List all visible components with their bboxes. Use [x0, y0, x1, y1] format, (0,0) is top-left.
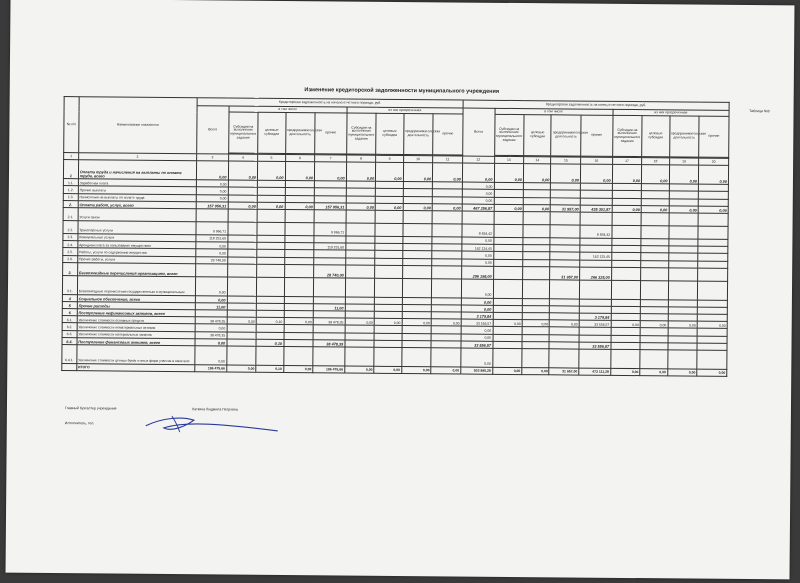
amount-cell	[551, 212, 581, 225]
amount-cell	[523, 225, 551, 238]
amount-cell: 0,00	[522, 368, 549, 375]
header-other: прочие	[315, 113, 347, 154]
row-number	[62, 364, 77, 371]
amount-cell: 0,00	[196, 242, 228, 249]
header-begin-group: Кредиторская задолженность на начало отчетного периода, руб.	[197, 98, 463, 108]
amount-cell: 0,00	[402, 319, 432, 326]
amount-cell	[403, 223, 433, 236]
amount-cell	[345, 347, 375, 366]
amount-cell: 0,00	[610, 368, 640, 375]
amount-cell	[523, 212, 551, 225]
amount-cell	[579, 349, 611, 368]
amount-cell: 0,00	[195, 295, 227, 302]
amount-cell	[345, 278, 375, 297]
amount-cell	[641, 267, 669, 280]
amount-cell	[375, 265, 403, 278]
header-business: предпринимательская деятельность	[669, 116, 699, 157]
amount-cell: 0,00	[462, 197, 494, 204]
amount-cell: 162 124,45	[462, 244, 494, 251]
amount-cell: 0,00	[669, 206, 699, 213]
amount-cell: 503 995,28	[461, 367, 493, 374]
amount-cell: 38 478,35	[313, 340, 345, 347]
column-number: 14	[524, 157, 551, 164]
amount-cell	[669, 213, 699, 226]
amount-cell	[403, 210, 433, 223]
amount-cell	[375, 278, 403, 297]
amount-cell: 0,10	[256, 365, 283, 372]
executor-label: Исполнитель, тел.	[64, 421, 95, 426]
amount-cell: 0,00	[403, 203, 433, 210]
row-indicator-name: Увеличение стоимости материальных запасов	[77, 330, 195, 338]
amount-cell	[432, 224, 462, 237]
amount-cell: 0,00	[284, 318, 314, 325]
amount-cell: 31 957,00	[549, 368, 579, 375]
amount-cell	[493, 266, 523, 279]
header-subsidy: Субсидии на выполнение муниципального задания	[612, 115, 642, 156]
amount-cell: 33 556,57	[579, 320, 611, 327]
row-number: 2.6.	[63, 255, 78, 262]
amount-cell	[345, 265, 375, 278]
amount-cell: 33 556,57	[461, 319, 493, 326]
amount-cell: 0,00	[641, 205, 668, 212]
header-subsidy: Субсидии на выполнение муниципального задания	[228, 112, 258, 153]
row-indicator-name: Коммунальные услуги	[78, 234, 196, 242]
row-indicator-name: Прочие работы, услуги	[77, 255, 195, 263]
row-number: 2.5.	[63, 248, 78, 255]
amount-cell: 196 475,66	[313, 366, 345, 373]
amount-cell: 33 556,57	[579, 342, 611, 349]
amount-cell: 196 475,66	[195, 365, 227, 372]
header-target: целевые субсидии	[524, 115, 552, 156]
amount-cell	[227, 277, 257, 296]
amount-cell	[313, 347, 345, 366]
amount-cell: 29 740,00	[196, 256, 228, 263]
header-begin-in-total: в том числе	[229, 106, 347, 113]
amount-cell: 0,00	[345, 318, 375, 325]
amount-cell: 472 111,28	[579, 368, 611, 375]
column-number: 16	[581, 157, 613, 164]
amount-cell	[641, 226, 669, 239]
amount-cell: 28 740,00	[314, 264, 346, 277]
row-indicator-name: Поступление финансовых активов, всего	[77, 337, 195, 345]
amount-cell: 31 957,00	[551, 205, 581, 212]
row-number: 2.3.	[63, 233, 78, 240]
amount-cell	[283, 346, 313, 365]
amount-cell	[612, 212, 642, 225]
amount-cell: 0,00	[461, 305, 493, 312]
header-end-in-total: в том числе	[495, 108, 613, 115]
amount-cell	[698, 281, 728, 300]
amount-cell: 0,00	[196, 180, 228, 187]
amount-cell	[313, 277, 345, 296]
amount-cell: 0,00	[227, 317, 257, 324]
row-indicator-name: Арендная плата за пользование имуществом	[78, 241, 196, 249]
amount-cell: 0,00	[432, 204, 462, 211]
amount-cell	[257, 222, 285, 235]
column-number: 8	[346, 155, 376, 162]
amount-cell: 0,00	[642, 165, 670, 184]
amount-cell: 0,00	[523, 204, 550, 211]
amount-cell: 0,00	[551, 164, 581, 183]
amount-cell	[432, 265, 462, 278]
header-indicator: Наименование показателя	[78, 97, 197, 154]
row-indicator-name: Поступление нефинансовых активов, всего	[77, 309, 195, 317]
amount-cell: 118 251,60	[196, 235, 228, 242]
row-number: 2.4.	[63, 241, 78, 248]
column-number: 3	[197, 154, 229, 161]
row-indicator-name: Социальное обеспечение, всего	[77, 294, 195, 302]
amount-cell: 0,00	[461, 279, 493, 298]
chief-accountant-label: Главный бухгалтер учреждения	[64, 406, 117, 411]
amount-cell: 0,00	[376, 162, 404, 181]
row-number: 5	[62, 301, 77, 308]
amount-cell: 0,00	[401, 367, 431, 374]
header-end-overdue: из них просроченная	[613, 109, 729, 116]
amount-cell: 0,00	[257, 202, 284, 209]
amount-cell: 0,00	[315, 162, 347, 181]
amount-cell	[402, 265, 432, 278]
table-number: Таблица №8	[749, 109, 770, 114]
amount-cell	[612, 225, 642, 238]
amount-cell	[669, 226, 699, 239]
row-number: 6	[62, 309, 77, 316]
amount-cell: 0,00	[195, 324, 227, 331]
amount-cell: 0,00	[698, 206, 728, 213]
amount-cell: 0,00	[493, 320, 523, 327]
amount-cell: 0,00	[522, 320, 549, 327]
amount-cell	[668, 268, 698, 281]
column-number: 2	[78, 153, 196, 161]
header-other: прочие	[581, 115, 613, 156]
document-sheet	[6, 0, 795, 579]
column-number: 6	[285, 154, 315, 161]
amount-cell	[257, 277, 285, 296]
row-indicator-name: Увеличение стоимости основных средств	[77, 316, 195, 324]
amount-cell	[522, 279, 550, 298]
amount-cell	[493, 224, 523, 237]
amount-cell: 0,10	[256, 317, 283, 324]
header-subsidy: Субсидии на выполнение муниципального задания	[494, 114, 524, 155]
amount-cell: 0,00	[640, 369, 667, 376]
amount-cell: 0,00	[403, 163, 433, 182]
header-subsidy: Субсидии на выполнение муниципального задания	[346, 113, 376, 154]
amount-cell	[431, 348, 461, 367]
amount-cell: 0,00	[697, 369, 727, 376]
amount-cell	[550, 279, 580, 298]
row-number: 2.1.	[63, 207, 78, 220]
amount-cell	[375, 223, 403, 236]
amount-cell: 0,00	[195, 276, 227, 295]
amount-cell: 0,00	[462, 189, 494, 196]
amount-cell: 0,00	[494, 204, 524, 211]
row-number: 1.2.	[63, 186, 78, 193]
amount-cell	[284, 264, 314, 277]
amount-cell: 0,00	[611, 321, 641, 328]
amount-cell: 0,00	[550, 320, 580, 327]
row-indicator-name: Транспортные услуги	[78, 221, 196, 235]
header-end-total: Всего	[463, 108, 495, 156]
amount-cell: 119 251,60	[314, 243, 346, 250]
row-number: 2.	[63, 200, 78, 207]
amount-cell: 0,00	[285, 162, 315, 181]
amount-cell: 0,00	[494, 164, 524, 183]
amount-cell: 0,00	[374, 366, 401, 373]
amount-cell	[697, 350, 727, 369]
amount-cell	[432, 211, 462, 224]
amount-cell	[228, 209, 258, 222]
column-number: 18	[642, 158, 669, 165]
amount-cell: 0,00	[196, 249, 228, 256]
row-indicator-name: Безвозмездные перечисления государственным и муниципальным	[77, 275, 195, 295]
amount-cell: 0,00	[283, 365, 313, 372]
amount-cell	[611, 280, 641, 299]
amount-cell	[492, 348, 522, 367]
chief-accountant-name: Латкина Людмила Петровна	[191, 407, 238, 412]
header-row-no: № п/п	[64, 97, 79, 153]
amount-cell: 0,00	[344, 366, 374, 373]
amount-cell: 8 834,42	[580, 225, 612, 238]
amount-cell	[196, 209, 228, 222]
row-number: 2.2.	[63, 220, 78, 233]
row-indicator-name: Увеличение стоимости ценных бумаг и иных форм участия в капитале	[77, 345, 195, 365]
amount-cell: 296 198,00	[461, 266, 493, 279]
amount-cell: 0,00	[433, 163, 463, 182]
row-indicator-name: Работы, услуги по содержанию имущества	[78, 248, 196, 256]
amount-cell: 0,00	[431, 367, 461, 374]
amount-cell: 11,00	[195, 303, 227, 310]
header-other: прочие	[433, 114, 463, 155]
amount-cell: 0,00	[667, 369, 697, 376]
amount-cell	[523, 266, 551, 279]
document-title: Изменение кредиторской задолженности муниципального учреждения	[304, 87, 500, 95]
amount-cell: 38 478,35	[195, 331, 227, 338]
amount-cell: 0,00	[523, 164, 551, 183]
amount-cell: 0,00	[196, 194, 228, 201]
column-number: 5	[258, 154, 285, 161]
amount-cell	[579, 280, 611, 299]
amount-cell	[698, 213, 728, 226]
amount-cell: 467 256,87	[462, 204, 494, 211]
amount-cell: 0,00	[195, 339, 227, 346]
amount-cell: 0,00	[195, 346, 227, 365]
column-number: 10	[403, 156, 433, 163]
amount-cell: 0,00	[612, 205, 642, 212]
amount-cell	[462, 211, 494, 224]
amount-cell: 0,00	[462, 163, 494, 182]
amount-cell	[257, 209, 285, 222]
amount-cell: 0,00	[374, 319, 401, 326]
amount-cell	[493, 279, 523, 298]
amount-cell: 266 325,00	[580, 267, 612, 280]
amount-cell	[284, 222, 314, 235]
amount-cell: 0,00	[285, 202, 315, 209]
amount-cell	[522, 349, 550, 368]
amount-cell	[641, 280, 669, 299]
row-number: 6.1.	[62, 316, 77, 323]
amount-cell: 31 957,00	[550, 266, 580, 279]
amount-cell: 0,00	[461, 298, 493, 305]
row-indicator-name: Начисления на выплаты по оплате труда	[78, 193, 196, 201]
header-end-group: Кредиторская задолженность на конец отчетного периода, руб.	[463, 100, 729, 110]
amount-cell	[698, 268, 728, 281]
row-number: 4	[62, 294, 77, 301]
amount-cell	[549, 349, 579, 368]
amount-cell	[610, 349, 640, 368]
amount-cell: 157 956,31	[314, 202, 346, 209]
row-number: 6.4.	[62, 337, 77, 344]
amount-cell	[196, 263, 228, 276]
header-target: целевые субсидии	[376, 113, 404, 154]
amount-cell: 0,00	[697, 321, 727, 328]
row-indicator-name: Увеличение стоимости нематериальных активов	[77, 323, 195, 331]
row-indicator-name: Заработная плата	[78, 179, 196, 187]
amount-cell	[346, 210, 376, 223]
amount-cell	[401, 348, 431, 367]
header-begin-overdue: из них просроченная	[347, 107, 463, 114]
amount-cell	[668, 281, 698, 300]
amount-cell	[611, 267, 641, 280]
header-business: предпринимательская деятельность	[551, 115, 581, 156]
payables-table	[61, 96, 729, 377]
amount-cell	[640, 350, 668, 369]
amount-cell	[285, 209, 315, 222]
row-number: 6.3.	[62, 330, 77, 337]
amount-cell	[550, 225, 580, 238]
amount-cell: 0,00	[640, 321, 667, 328]
amount-cell	[580, 212, 612, 225]
column-number: 15	[551, 157, 581, 164]
amount-cell: 0,00	[462, 251, 494, 258]
header-business: предпринимательская деятельность	[285, 112, 315, 153]
row-indicator-name: ИТОГО	[77, 364, 195, 372]
amount-cell	[374, 347, 402, 366]
amount-cell: 0,00	[258, 161, 286, 180]
amount-cell: 38 478,35	[313, 318, 345, 325]
amount-cell: 0,00	[612, 165, 642, 184]
amount-cell: 8 834,42	[462, 224, 494, 237]
row-indicator-name: Прочие расходы	[77, 302, 195, 310]
row-indicator-name: Безвозмездные перечисления организациям, всего	[77, 262, 195, 276]
column-number: 9	[376, 155, 403, 162]
amount-cell	[641, 213, 669, 226]
amount-cell: 162 125,45	[580, 252, 612, 259]
amount-cell: 0,00	[668, 321, 698, 328]
column-number: 7	[315, 155, 347, 162]
amount-cell	[314, 210, 346, 223]
amount-cell: 0,00	[196, 187, 228, 194]
amount-cell	[667, 350, 697, 369]
amount-cell: 33 556,57	[461, 341, 493, 348]
amount-cell	[432, 278, 462, 297]
column-number: 4	[228, 154, 258, 161]
row-indicator-name: Оплата труда и начисления на выплаты по оплате труда, всего	[78, 160, 196, 180]
amount-cell	[375, 210, 403, 223]
amount-cell: 0,00	[228, 161, 258, 180]
row-number: 3.1.	[62, 275, 77, 294]
row-number: 1.3.	[63, 193, 78, 200]
amount-cell: 0,00	[699, 165, 729, 184]
amount-cell: 0,00	[375, 203, 402, 210]
amount-cell: 0,00	[669, 165, 699, 184]
amount-cell: 0,00	[492, 367, 522, 374]
amount-cell: 9 966,71	[196, 222, 228, 235]
amount-cell	[226, 346, 256, 365]
amount-cell: 0,00	[228, 202, 258, 209]
column-number: 12	[462, 156, 494, 163]
row-number: 1	[63, 160, 78, 179]
amount-cell: 0,00	[462, 237, 494, 244]
amount-cell	[227, 264, 257, 277]
column-number: 19	[669, 158, 699, 165]
amount-cell: 157 956,31	[196, 201, 228, 208]
column-number: 1	[64, 153, 79, 160]
row-number: 1.1.	[63, 179, 78, 186]
amount-cell: 0,00	[346, 203, 376, 210]
header-target: целевые субсидии	[258, 112, 286, 153]
amount-cell: 9 966,71	[314, 223, 346, 236]
row-number: 6.4.1.	[62, 345, 77, 364]
row-number: 3.	[63, 262, 78, 275]
column-number: 20	[699, 158, 729, 165]
amount-cell: 435 301,87	[580, 205, 612, 212]
amount-cell	[284, 277, 314, 296]
amount-cell: 38 478,35	[195, 317, 227, 324]
amount-cell: 0,00	[346, 162, 376, 181]
amount-cell	[257, 264, 285, 277]
header-other: прочие	[699, 116, 729, 157]
amount-cell	[228, 222, 258, 235]
header-target: целевые субсидии	[642, 116, 670, 157]
amount-cell: 0,00	[226, 365, 256, 372]
amount-cell: 0,00	[196, 161, 228, 180]
column-number: 17	[612, 157, 642, 164]
amount-cell: 11,00	[313, 304, 345, 311]
amount-cell: 0,00	[580, 164, 612, 183]
row-indicator-name: Услуги связи	[78, 208, 196, 222]
amount-cell: 0,00	[461, 334, 493, 341]
amount-cell: 0,00	[461, 326, 493, 333]
header-begin-total: Всего	[197, 106, 229, 154]
amount-cell: 0,00	[461, 348, 493, 367]
amount-cell: 3 179,84	[579, 313, 611, 320]
amount-cell: 3 179,84	[461, 312, 493, 319]
amount-cell	[402, 278, 432, 297]
amount-cell	[346, 223, 376, 236]
row-indicator-name: Прочие выплаты	[78, 186, 196, 194]
header-business: предпринимательская деятельность	[403, 114, 433, 155]
amount-cell	[256, 346, 284, 365]
amount-cell: 0,00	[431, 319, 461, 326]
signature	[142, 412, 282, 437]
amount-cell	[698, 226, 728, 239]
column-number: 13	[494, 156, 524, 163]
amount-cell: 0,00	[462, 182, 494, 189]
amount-cell: 0,00	[462, 259, 494, 266]
amount-cell	[494, 211, 524, 224]
row-number: 6.2.	[62, 323, 77, 330]
amount-cell: 0,10	[256, 339, 283, 346]
row-indicator-name: Оплата работ, услуг, всего	[78, 200, 196, 208]
column-number: 11	[433, 156, 463, 163]
